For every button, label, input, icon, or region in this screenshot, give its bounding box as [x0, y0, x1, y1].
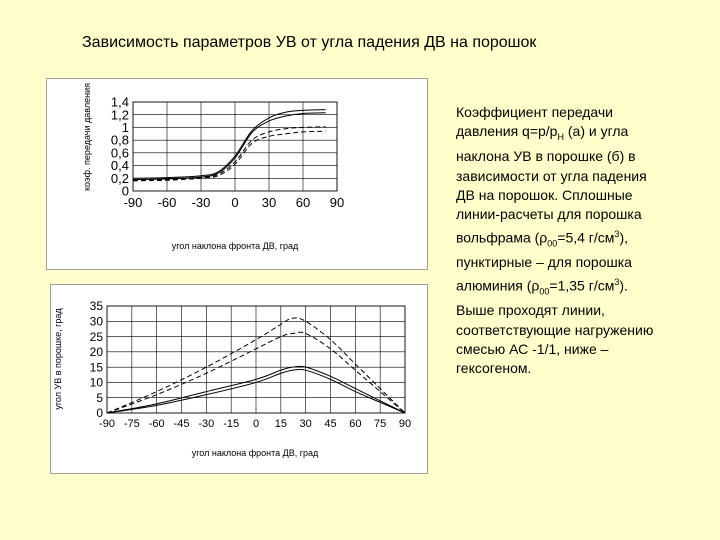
desc-text: ). Выше проходят линии, соответствующие нагружению смесью АС -1/1, ниже – гексогеном. [456, 277, 654, 377]
x-tick-label: -15 [223, 418, 240, 430]
desc-text: Коэффициент передачи давления q=p/p [456, 104, 613, 140]
y-axis-title: угол УВ в порошке, град [53, 308, 63, 410]
desc-sup: 3 [614, 228, 620, 239]
x-tick-label: 0 [252, 418, 260, 430]
y-tick-label: 0 [121, 183, 129, 199]
y-tick-label: 0,8 [110, 132, 129, 148]
slide-title: Зависимость параметров УВ от угла падения ДВ на порошок [82, 34, 537, 51]
series-line-solid [133, 110, 326, 179]
x-tick-label: -45 [173, 418, 190, 430]
x-tick-label: 0 [231, 195, 239, 210]
x-tick-label: 75 [374, 418, 387, 430]
y-tick-label: 15 [89, 360, 103, 375]
x-tick-label: -30 [191, 195, 211, 210]
x-tick-label: 90 [398, 418, 412, 430]
y-tick-label: 1 [121, 119, 129, 135]
y-tick-label: 35 [89, 299, 103, 314]
y-tick-label: 10 [89, 375, 103, 390]
y-tick-label: 1,2 [110, 107, 129, 123]
desc-text: (а) и угла наклона УВ в порошке (б) в зависимости от угла падения ДВ на порошок. Сплошные линии-расчеты для порошка вольфрама (ρ [456, 123, 647, 246]
x-tick-label: -30 [198, 418, 215, 430]
series-line-dashed [133, 127, 326, 180]
x-tick-label: -90 [123, 195, 143, 210]
y-tick-label: 1,4 [110, 94, 129, 110]
y-axis-title: коэф. передачи давления [82, 83, 92, 191]
x-axis-title: угол наклона фронта ДВ, град [171, 241, 299, 251]
desc-sub: 00 [539, 286, 550, 297]
chart-panel-pressure [46, 78, 428, 270]
figure-description [456, 103, 666, 379]
y-tick-label: 0,6 [110, 145, 129, 161]
x-tick-label: 60 [349, 418, 362, 430]
y-tick-label: 0 [96, 406, 103, 421]
x-tick-label: 90 [329, 195, 345, 210]
x-tick-label: -90 [99, 418, 115, 430]
y-tick-label: 20 [89, 345, 103, 360]
desc-text: ), пунктирные – для порошка алюминия (ρ [456, 229, 632, 294]
x-tick-label: -60 [157, 195, 177, 210]
desc-text: =1,35 г/см [549, 277, 615, 294]
x-tick-label: -60 [148, 418, 165, 430]
desc-sub: 00 [547, 238, 558, 249]
x-tick-label: 60 [295, 195, 311, 210]
y-tick-label: 5 [96, 390, 103, 405]
series-line-dashed [133, 131, 326, 181]
desc-sup: 3 [614, 276, 620, 287]
x-tick-label: 45 [324, 418, 337, 430]
x-tick-label: 30 [299, 418, 312, 430]
pressure-chart [47, 79, 427, 269]
y-tick-label: 0,2 [110, 170, 129, 186]
y-tick-label: 25 [89, 329, 103, 344]
chart-panel-angle [50, 284, 428, 474]
x-tick-label: 30 [261, 195, 277, 210]
y-tick-label: 0,4 [110, 158, 129, 174]
x-axis-title: угол наклона фронта ДВ, град [191, 448, 319, 458]
x-tick-label: -75 [123, 418, 140, 430]
angle-chart [51, 285, 427, 473]
desc-text: =5,4 г/см [557, 229, 615, 246]
x-tick-label: 15 [274, 418, 287, 430]
desc-sub: Н [557, 132, 564, 143]
y-tick-label: 30 [89, 314, 103, 329]
